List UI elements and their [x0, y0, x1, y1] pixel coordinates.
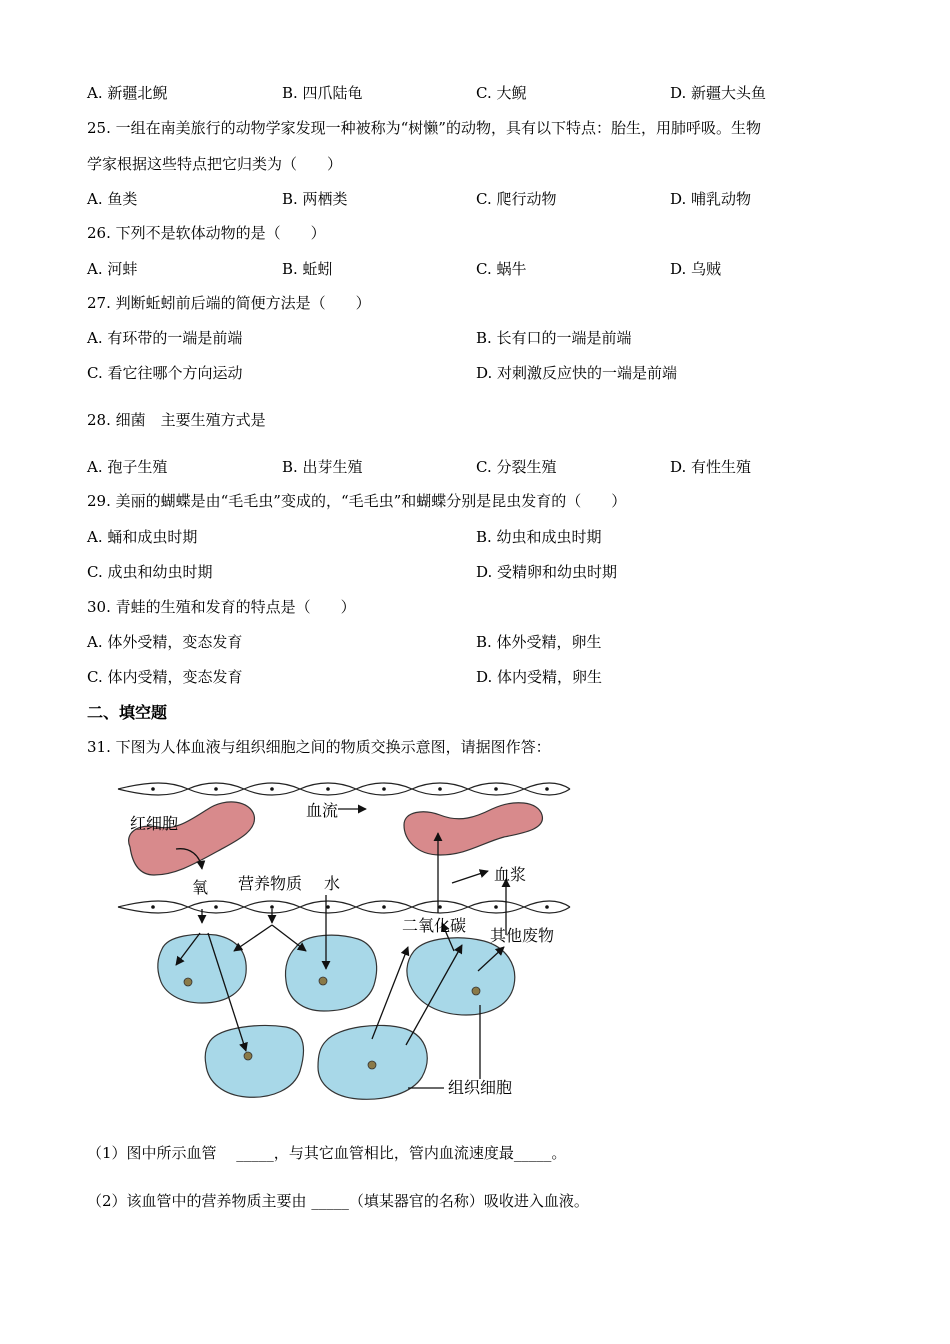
capillary-wall-bottom	[118, 901, 570, 913]
q25-option-b: B. 两栖类	[282, 190, 348, 208]
q24-option-a: A. 新疆北鲵	[87, 84, 168, 102]
q26-option-b: B. 蚯蚓	[282, 260, 333, 278]
q25-stem-line2: 学家根据这些特点把它归类为（ ）	[87, 155, 343, 173]
capillary-wall-top	[118, 783, 570, 795]
label-co2: 二氧化碳	[402, 916, 467, 935]
label-waste: 其他废物	[490, 926, 555, 945]
q29-stem: 29. 美丽的蝴蝶是由“毛毛虫”变成的，“毛毛虫”和蝴蝶分别是昆虫发育的（ ）	[87, 492, 627, 510]
label-nutrients: 营养物质	[238, 874, 303, 893]
q28-option-d: D. 有性生殖	[670, 458, 752, 476]
label-tissue-cell: 组织细胞	[448, 1078, 513, 1097]
q29-option-a: A. 蛹和成虫时期	[87, 528, 198, 546]
q24-option-d: D. 新疆大头鱼	[670, 84, 767, 102]
q29-option-d: D. 受精卵和幼虫时期	[476, 563, 618, 581]
q31-sub2: （2）该血管中的营养物质主要由 _____（填某器官的名称）吸收进入血液。	[87, 1192, 589, 1210]
q25-option-a: A. 鱼类	[87, 190, 138, 208]
q27-option-d: D. 对刺激反应快的一端是前端	[476, 364, 678, 382]
q27-option-b: B. 长有口的一端是前端	[476, 329, 632, 347]
blood-tissue-exchange-figure	[110, 775, 580, 1105]
red-blood-cell-left	[129, 802, 255, 875]
label-blood-flow: 血流	[306, 801, 339, 820]
q28-stem: 28. 细菌 主要生殖方式是	[87, 411, 266, 429]
tissue-cells	[158, 934, 515, 1099]
q28-option-b: B. 出芽生殖	[282, 458, 363, 476]
q25-stem-line1: 25. 一组在南美旅行的动物学家发现一种被称为“树懒”的动物，具有以下特点：胎生，用肺呼吸。生物	[87, 119, 761, 137]
q30-option-d: D. 体内受精，卵生	[476, 668, 603, 686]
q26-option-d: D. 乌贼	[670, 260, 722, 278]
label-red-cell: 红细胞	[130, 814, 179, 833]
q24-option-c: C. 大鲵	[476, 84, 527, 102]
q27-option-a: A. 有环带的一端是前端	[87, 329, 243, 347]
q26-option-c: C. 蜗牛	[476, 260, 527, 278]
label-oxygen: 氧	[192, 878, 209, 897]
q29-option-b: B. 幼虫和成虫时期	[476, 528, 602, 546]
section-heading: 二、填空题	[87, 703, 168, 722]
q28-option-c: C. 分裂生殖	[476, 458, 557, 476]
q31-stem: 31. 下图为人体血液与组织细胞之间的物质交换示意图，请据图作答：	[87, 738, 551, 756]
label-plasma: 血浆	[494, 865, 527, 884]
q25-option-d: D. 哺乳动物	[670, 190, 752, 208]
q29-option-c: C. 成虫和幼虫时期	[87, 563, 213, 581]
q31-sub1: （1）图中所示血管 _____，与其它血管相比，管内血流速度最_____。	[87, 1144, 567, 1162]
q30-option-b: B. 体外受精，卵生	[476, 633, 602, 651]
q26-option-a: A. 河蚌	[87, 260, 138, 278]
q25-option-c: C. 爬行动物	[476, 190, 557, 208]
q30-stem: 30. 青蛙的生殖和发育的特点是（ ）	[87, 598, 356, 616]
q27-stem: 27. 判断蚯蚓前后端的简便方法是（ ）	[87, 294, 371, 312]
q30-option-a: A. 体外受精，变态发育	[87, 633, 243, 651]
q24-option-b: B. 四爪陆龟	[282, 84, 363, 102]
q28-option-a: A. 孢子生殖	[87, 458, 168, 476]
label-water: 水	[324, 874, 341, 893]
q27-option-c: C. 看它往哪个方向运动	[87, 364, 243, 382]
q26-stem: 26. 下列不是软体动物的是（ ）	[87, 224, 326, 242]
q30-option-c: C. 体内受精，变态发育	[87, 668, 243, 686]
red-blood-cell-right	[404, 803, 542, 855]
